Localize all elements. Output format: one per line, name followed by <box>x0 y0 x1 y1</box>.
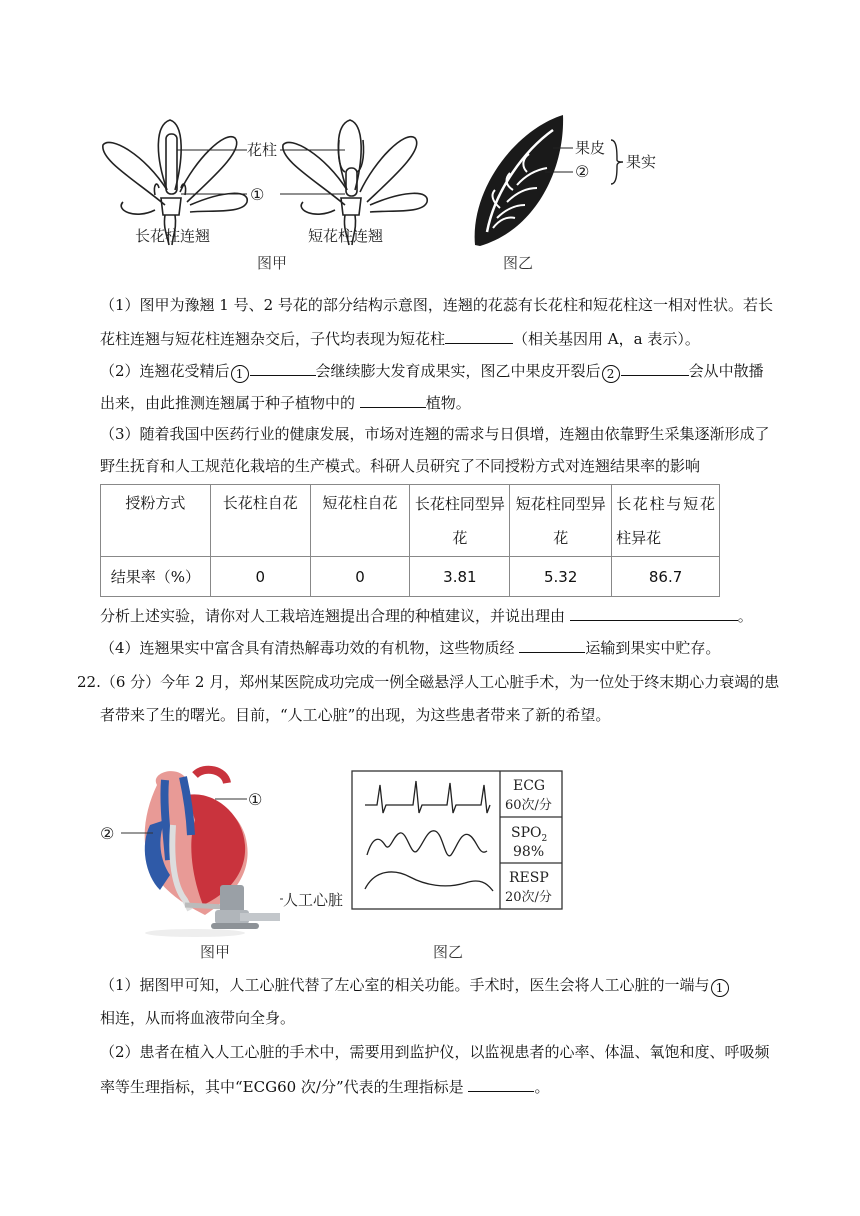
spo2-label: $SPO_2$ <box>511 825 548 844</box>
caption-short-style: 短花柱连翘 <box>308 227 384 245</box>
artificial-heart-label: 人工心脏 <box>283 891 344 909</box>
fruit-drawing <box>475 115 563 246</box>
figure-heart-monitor <box>95 765 575 965</box>
figure-b-caption-monitor: 图乙 <box>433 943 464 961</box>
q21-part3-line3: 分析上述实验，请你对人工栽培连翘提出合理的种植建议，并说出理由 。 <box>100 604 780 626</box>
caption-long-style: 长花柱连翘 <box>135 227 211 245</box>
table-header-cell: 短花柱自花 <box>310 485 410 557</box>
q21-part3-line1: （3）随着我国中医药行业的健康发展，市场对连翘的需求与日俱增，连翘由依靠野生采集逐渐形成了 <box>100 425 770 443</box>
q22-part2-line2: 率等生理指标，其中“ECG60 次/分”代表的生理指标是 。 <box>100 1075 780 1097</box>
table-cell: 结果率（%） <box>101 557 211 597</box>
q21-part2-line2: 出来，由此推测连翘属于种子植物中的 植物。 <box>100 391 780 413</box>
marker-2: ② <box>575 162 590 181</box>
q22-part1-line1: （1）据图甲可知，人工心脏代替了左心室的相关功能。手术时，医生会将人工心脏的一端与 1 <box>100 975 780 997</box>
table-cell: 86.7 <box>612 557 720 597</box>
q22-heading-line1: 22.（6 分）今年 2 月，郑州某医院成功完成一例全磁悬浮人工心脏手术，为一位处于终末期心力衰竭的患 <box>77 673 780 691</box>
table-cell: 0 <box>310 557 410 597</box>
peel-label: 果皮 <box>575 139 606 157</box>
style-label: 花柱 <box>247 141 278 159</box>
monitor-display <box>352 771 562 909</box>
q22-heading-line2: 者带来了生的曙光。目前，“人工心脏”的出现，为这些患者带来了新的希望。 <box>100 706 611 724</box>
answer-blank-1[interactable] <box>445 327 513 344</box>
table-header-row <box>101 485 720 557</box>
q22-part2-line1: （2）患者在植入人工心脏的手术中，需要用到监护仪，以监视患者的心率、体温、氧饱和度、呼吸频 <box>100 1043 770 1061</box>
table-cell: 0 <box>210 557 310 597</box>
table-header-cell: 长花柱自花 <box>210 485 310 557</box>
answer-blank-4[interactable] <box>360 391 426 408</box>
q22-part1-line2: 相连，从而将血液带向全身。 <box>100 1009 296 1027</box>
table-cell: 5.32 <box>510 557 612 597</box>
figure-a-caption: 图甲 <box>257 254 288 272</box>
q21-part2-line1: （2）连翘花受精后 1 会继续膨大发育成果实，图乙中果皮开裂后 2 会从中散播 <box>100 359 780 383</box>
table-row <box>101 557 720 597</box>
marker-1: ① <box>250 185 265 204</box>
spo2-value: 98% <box>513 844 545 860</box>
circled-1-icon: 1 <box>231 365 249 383</box>
table-header-cell: 授粉方式 <box>101 485 211 557</box>
answer-blank-5[interactable] <box>570 604 738 621</box>
resp-label: RESP <box>509 870 549 886</box>
answer-blank-2[interactable] <box>250 359 316 376</box>
ecg-value: 60次/分 <box>505 798 552 813</box>
pollination-results-table <box>100 484 720 597</box>
heart-marker-2: ② <box>100 824 115 843</box>
table-header-cell: 长花柱与短花柱异花 <box>612 485 720 557</box>
resp-value: 20次/分 <box>505 890 552 905</box>
table-cell: 3.81 <box>410 557 510 597</box>
q21-part3-line2: 野生抚育和人工规范化栽培的生产模式。科研人员研究了不同授粉方式对连翘结果率的影响 <box>100 457 701 475</box>
answer-blank-3[interactable] <box>621 359 689 376</box>
figure-a-caption-heart: 图甲 <box>200 943 231 961</box>
q21-part1-line2: 花柱连翘与短花柱连翘杂交后，子代均表现为短花柱 （相关基因用 A，a 表示）。 <box>100 327 780 349</box>
q21-part1-line1: （1）图甲为豫翘 1 号、2 号花的部分结构示意图，连翘的花蕊有长花柱和短花柱这一相对性状。若长 <box>100 296 773 314</box>
circled-2-icon: 2 <box>602 365 620 383</box>
table-header-cell: 短花柱同型异花 <box>510 485 612 557</box>
circled-1-icon: 1 <box>711 979 729 997</box>
heart-marker-1: ① <box>248 790 263 809</box>
figure-b-caption: 图乙 <box>503 254 534 272</box>
fruit-label: 果实 <box>626 153 657 171</box>
q21-part4: （4）连翘果实中富含具有清热解毒功效的有机物，这些物质经 运输到果实中贮存。 <box>100 636 780 658</box>
answer-blank-6[interactable] <box>519 636 585 653</box>
ecg-label: ECG <box>513 778 546 794</box>
table-header-cell: 长花柱同型异花 <box>410 485 510 557</box>
answer-blank-7[interactable] <box>468 1075 534 1092</box>
figure-flower-fruit <box>95 110 675 275</box>
